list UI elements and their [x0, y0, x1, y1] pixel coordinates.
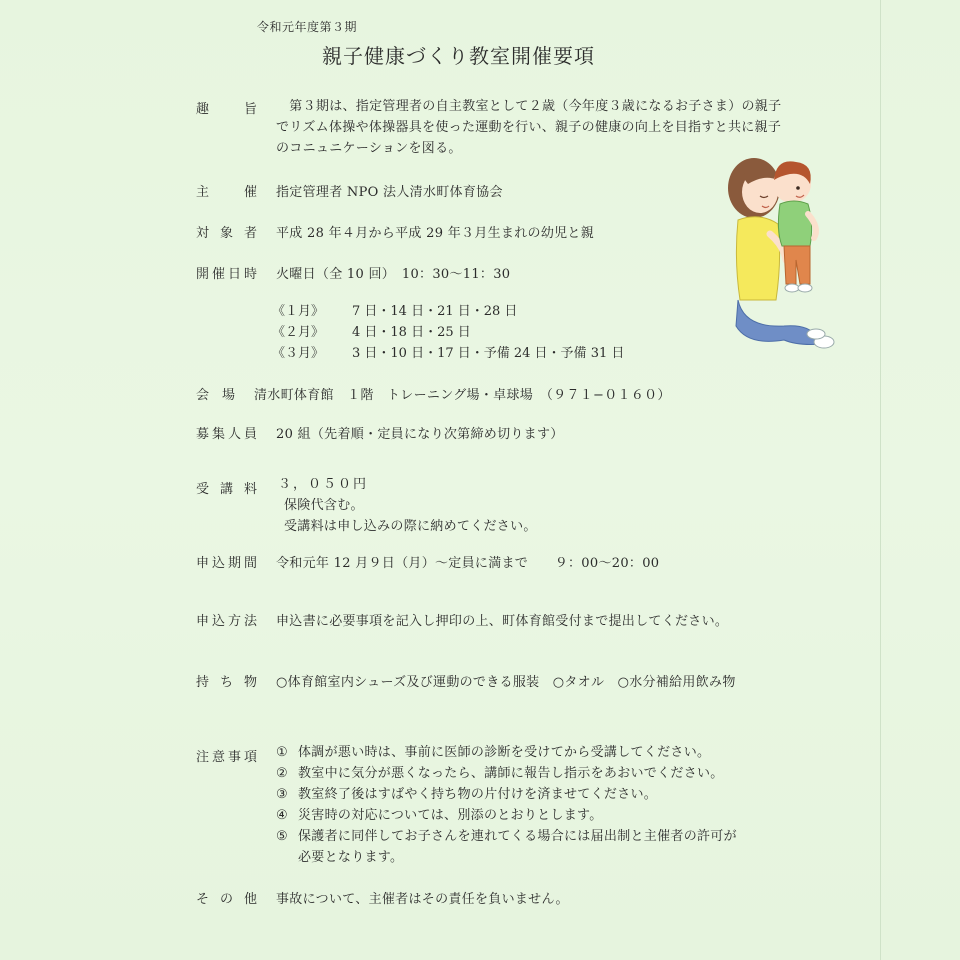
child-eye — [796, 186, 800, 190]
fee-text — [278, 474, 537, 537]
fee-note: 受講料は申し込みの際に納めてください。 — [284, 519, 537, 534]
notes-list — [276, 742, 737, 868]
notes-label — [196, 746, 258, 765]
venue-label — [196, 384, 236, 403]
application-method-text: 申込書に必要事項を記入し押印の上、町体育館受付まで提出してください。 — [276, 614, 729, 629]
organizer-label-text: 主催 — [196, 185, 258, 200]
purpose-line: 第３期は、指定管理者の自主教室として２歳（今年度３歳になるお子さま）の親子 — [276, 99, 782, 114]
child-shirt — [778, 201, 811, 246]
page-edge-divider — [880, 0, 881, 960]
note-number: ② — [276, 766, 288, 781]
child-shoe — [798, 284, 812, 292]
other-text: 事故について、主催者はその責任を負いません。 — [276, 892, 569, 907]
note-text: 教室終了後はすばやく持ち物の片付けを済ませてください。 — [298, 787, 658, 802]
application-period-label-text: 申込期間 — [196, 556, 258, 571]
fee-amount: ３，０５０円 — [278, 477, 369, 492]
organizer-text: 指定管理者 NPO 法人清水町体育協会 — [276, 185, 503, 200]
purpose-text — [276, 96, 781, 159]
mother-and-child-illustration-icon — [724, 150, 840, 354]
note-item — [276, 826, 737, 847]
fee-note: 保険代含む。 — [284, 498, 364, 513]
note-text: 教室中に気分が悪くなったら、講師に報告し指示をあおいでください。 — [298, 766, 724, 781]
other-label-text: その他 — [196, 892, 258, 907]
other-label — [196, 888, 258, 907]
application-period-text: 令和元年 12 月９日（月）〜定員に満まで ９：00〜20：00 — [276, 556, 660, 571]
notes-label-text: 注意事項 — [196, 750, 258, 765]
application-method-label — [196, 610, 258, 629]
note-number: ③ — [276, 787, 288, 802]
note-number: ⑤ — [276, 829, 288, 844]
purpose-line: でリズム体操や体操器具を使った運動を行い、親子の健康の向上を目指すと共に親子 — [276, 120, 782, 135]
month-dates: 7 日・14 日・21 日・28 日 — [352, 304, 518, 319]
note-item — [276, 784, 737, 805]
target-label — [196, 222, 258, 241]
belongings-label-text: 持ち物 — [196, 675, 258, 690]
venue-label-text: 会場 — [196, 388, 236, 403]
child-shoe — [785, 284, 799, 292]
month-label: 《３月》 — [272, 346, 325, 361]
schedule-label — [196, 263, 258, 282]
note-item — [276, 763, 737, 784]
schedule-month-row — [272, 343, 624, 364]
application-method-label-text: 申込方法 — [196, 614, 258, 629]
capacity-text: 20 組（先着順・定員になり次第締め切ります） — [276, 427, 564, 442]
note-number: ④ — [276, 808, 288, 823]
application-period-label — [196, 552, 258, 571]
schedule-month-row — [272, 322, 471, 343]
schedule-month-row — [272, 301, 517, 322]
capacity-label — [196, 423, 258, 442]
belongings-text: ○体育館室内シューズ及び運動のできる服装 ○タオル ○水分補給用飲み物 — [276, 675, 736, 690]
note-text: 災害時の対応については、別添のとおりとします。 — [298, 808, 603, 823]
page-title: 親子健康づくり教室開催要項 — [322, 44, 595, 68]
fee-label — [196, 478, 258, 497]
fee-label-text: 受講料 — [196, 482, 258, 497]
belongings-label — [196, 671, 258, 690]
purpose-label — [196, 98, 258, 117]
purpose-label-text: 趣旨 — [196, 102, 258, 117]
month-dates: 4 日・18 日・25 日 — [352, 325, 471, 340]
mother-shirt — [736, 217, 779, 300]
mother-shoe — [807, 329, 825, 339]
month-label: 《２月》 — [272, 325, 325, 340]
target-text: 平成 28 年４月から平成 29 年３月生まれの幼児と親 — [276, 226, 595, 241]
note-item — [276, 805, 737, 826]
purpose-line: のコニュニケーションを図る。 — [276, 141, 462, 156]
note-text: 保護者に同伴してお子さんを連れてくる場合には届出制と主催者の許可が — [298, 829, 737, 844]
note-text: 体調が悪い時は、事前に医師の診断を受けてから受講してください。 — [298, 745, 711, 760]
venue-text: 清水町体育館 １階 トレーニング場・卓球場 （９７１−０１６０） — [254, 388, 671, 403]
term-label: 令和元年度第３期 — [257, 20, 358, 34]
schedule-text: 火曜日（全 10 回） 10：30〜11：30 — [276, 267, 511, 282]
mother-pants — [736, 300, 822, 345]
month-dates: 3 日・10 日・17 日・予備 24 日・予備 31 日 — [352, 346, 625, 361]
note-number: ① — [276, 745, 288, 760]
note-item — [276, 742, 737, 763]
child-pants — [784, 246, 810, 284]
target-label-text: 対象者 — [196, 226, 258, 241]
month-label: 《１月》 — [272, 304, 325, 319]
schedule-label-text: 開催日時 — [196, 267, 258, 282]
capacity-label-text: 募集人員 — [196, 427, 258, 442]
organizer-label — [196, 181, 258, 200]
note-continuation: 必要となります。 — [298, 850, 404, 865]
